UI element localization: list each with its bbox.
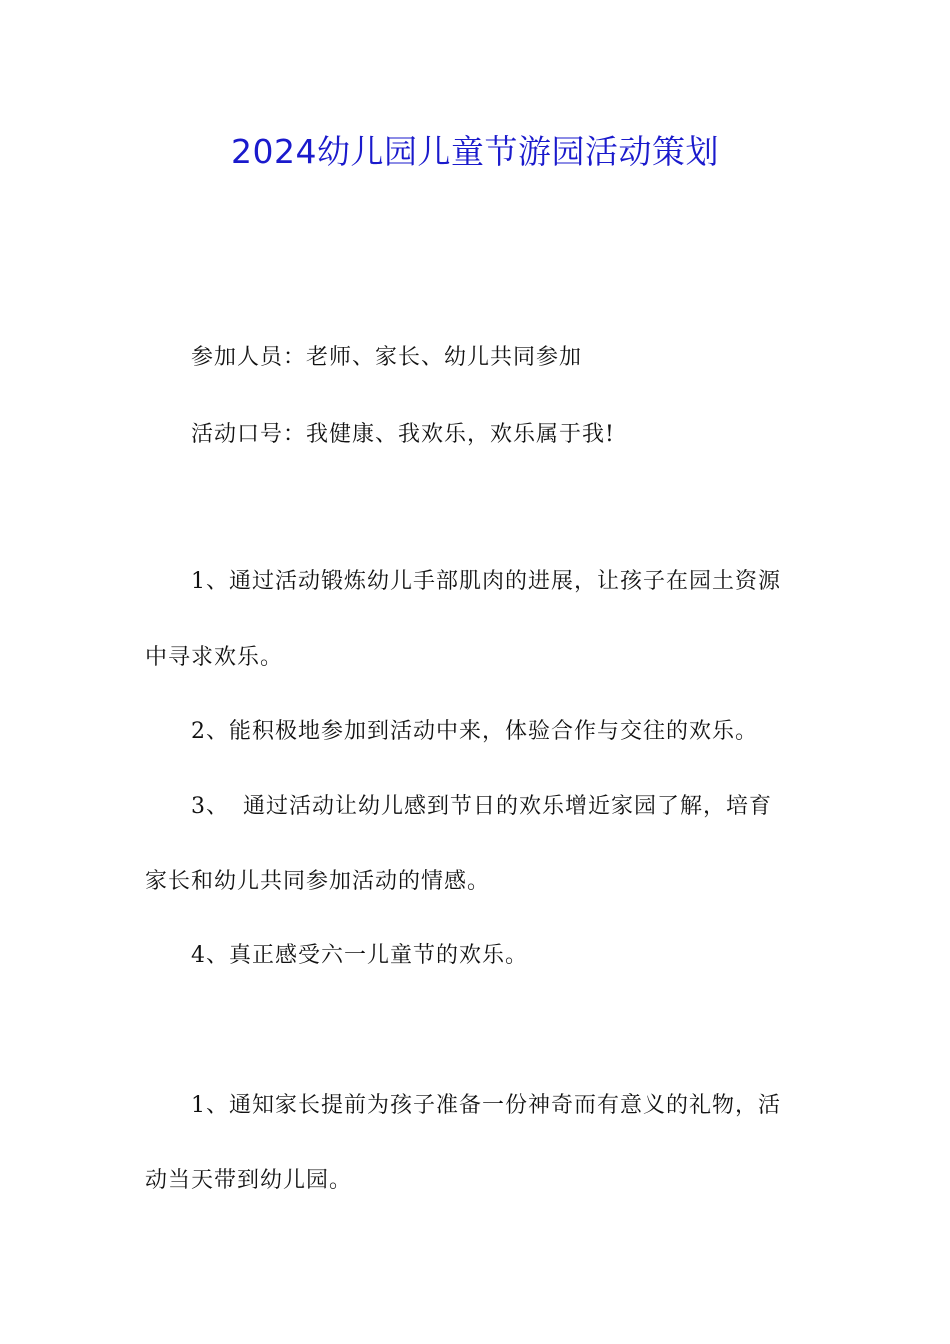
- goal-3-line-1: [191, 792, 810, 822]
- prep-1-line-1: 1、通知家长提前为孩子准备一份神奇而有意义的礼物，活: [191, 1093, 781, 1118]
- slogan-line: 活动口号：我健康、我欢乐，欢乐属于我!: [191, 422, 615, 447]
- document-title: 2024幼儿园儿童节游园活动策划: [231, 132, 719, 171]
- goal-1-line-2: 中寻求欢乐。: [145, 645, 284, 670]
- goal-3-number: 3、: [191, 794, 229, 819]
- goal-4-line: 4、真正感受六一儿童节的欢乐。: [191, 943, 528, 968]
- prep-1-line-2: 动当天带到幼儿园。: [145, 1168, 353, 1193]
- goal-2-line: 2、能积极地参加到活动中来，体验合作与交往的欢乐。: [191, 719, 758, 744]
- goal-1-line-1: 1、通过活动锻炼幼儿手部肌肉的进展，让孩子在园土资源: [191, 569, 781, 594]
- goal-3-line-2: 家长和幼儿共同参加活动的情感。: [145, 869, 491, 894]
- participants-line: 参加人员：老师、家长、幼儿共同参加: [191, 345, 583, 370]
- goal-3-text: 通过活动让幼儿感到节日的欢乐增近家园了解，培育: [243, 794, 773, 819]
